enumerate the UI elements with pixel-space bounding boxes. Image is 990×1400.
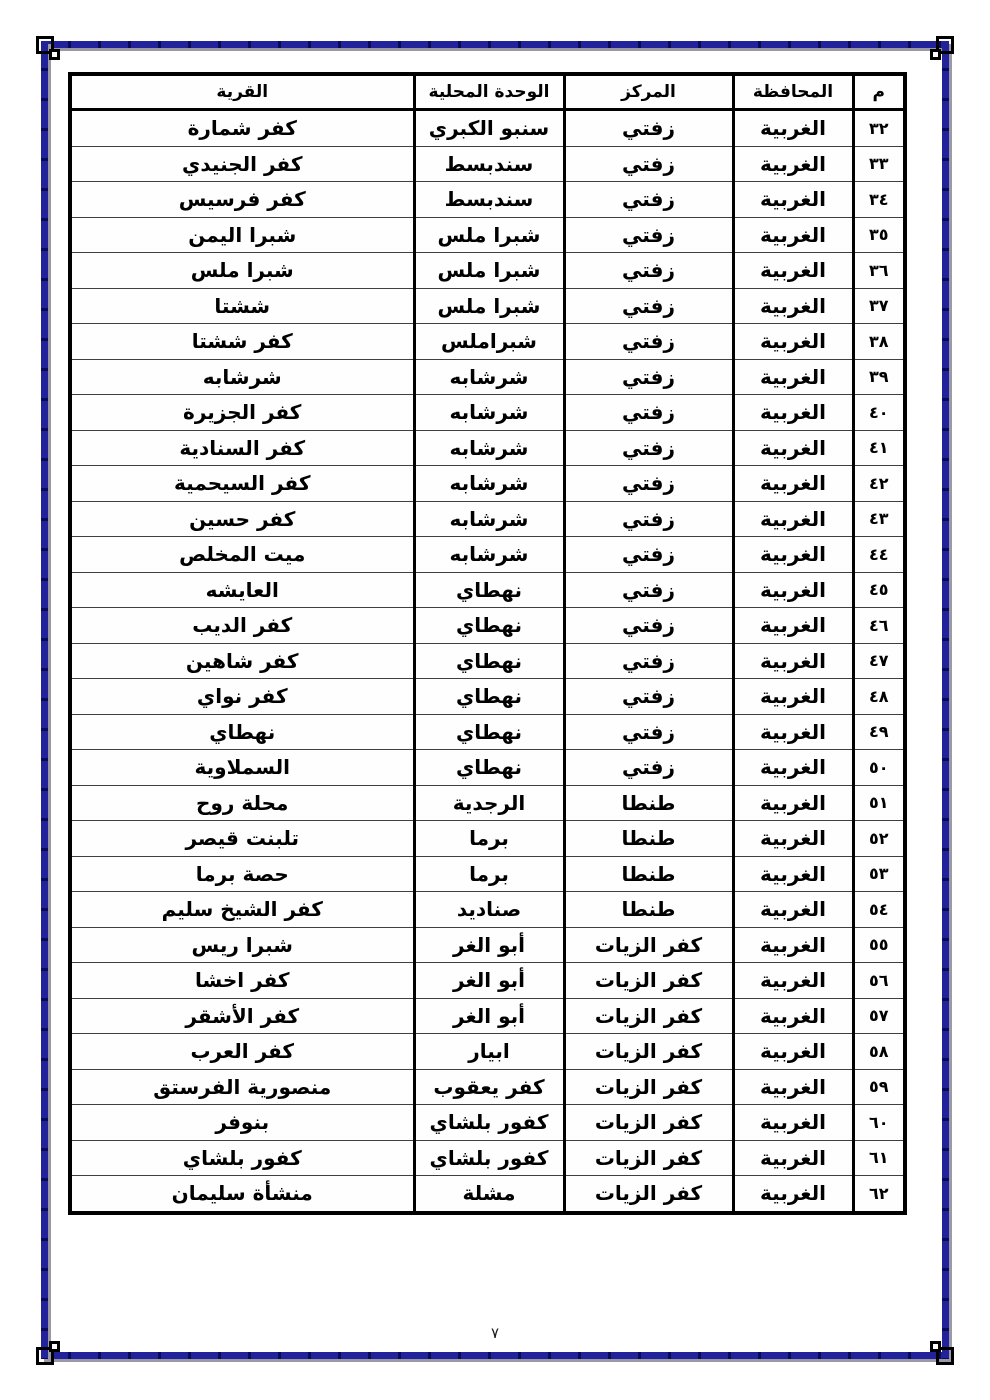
cell-unit: كفر يعقوب bbox=[414, 1069, 564, 1105]
cell-unit: برما bbox=[414, 856, 564, 892]
cell-center: طنطا bbox=[564, 821, 733, 857]
cell-center: زفتي bbox=[564, 643, 733, 679]
cell-governorate: الغربية bbox=[733, 359, 853, 395]
cell-village: ميت المخلص bbox=[70, 537, 414, 573]
cell-unit: مشلة bbox=[414, 1176, 564, 1213]
cell-center: زفتي bbox=[564, 288, 733, 324]
cell-governorate: الغربية bbox=[733, 253, 853, 289]
table-row bbox=[70, 785, 905, 821]
cell-center: زفتي bbox=[564, 253, 733, 289]
cell-governorate: الغربية bbox=[733, 821, 853, 857]
cell-center: كفر الزيات bbox=[564, 998, 733, 1034]
table-row bbox=[70, 1105, 905, 1141]
table-row bbox=[70, 608, 905, 644]
cell-unit: نهطاي bbox=[414, 608, 564, 644]
cell-governorate: الغربية bbox=[733, 1140, 853, 1176]
cell-center: كفر الزيات bbox=[564, 1140, 733, 1176]
cell-village: كفر الأشقر bbox=[70, 998, 414, 1034]
cell-unit: كفور بلشاي bbox=[414, 1140, 564, 1176]
cell-center: كفر الزيات bbox=[564, 927, 733, 963]
table-row bbox=[70, 217, 905, 253]
cell-governorate: الغربية bbox=[733, 892, 853, 928]
cell-num: ٣٥ bbox=[853, 217, 905, 253]
cell-unit: نهطاي bbox=[414, 714, 564, 750]
cell-unit: شبراملس bbox=[414, 324, 564, 360]
cell-unit: أبو الغر bbox=[414, 927, 564, 963]
cell-governorate: الغربية bbox=[733, 1034, 853, 1070]
cell-governorate: الغربية bbox=[733, 1176, 853, 1213]
table-row bbox=[70, 430, 905, 466]
cell-num: ٤٧ bbox=[853, 643, 905, 679]
cell-num: ٦٠ bbox=[853, 1105, 905, 1141]
table-row bbox=[70, 998, 905, 1034]
cell-village: كفر ششتا bbox=[70, 324, 414, 360]
page-border-top bbox=[41, 41, 949, 48]
table-row bbox=[70, 572, 905, 608]
corner-ornament-bottom-left bbox=[36, 1347, 54, 1365]
cell-village: السملاوية bbox=[70, 750, 414, 786]
cell-num: ٤٢ bbox=[853, 466, 905, 502]
cell-center: زفتي bbox=[564, 572, 733, 608]
cell-village: نهطاي bbox=[70, 714, 414, 750]
corner-ornament-bottom-right bbox=[936, 1347, 954, 1365]
cell-village: بنوفر bbox=[70, 1105, 414, 1141]
cell-village: شبرا ريس bbox=[70, 927, 414, 963]
page-border-right bbox=[942, 41, 949, 1359]
cell-unit: صناديد bbox=[414, 892, 564, 928]
cell-governorate: الغربية bbox=[733, 1105, 853, 1141]
table-row bbox=[70, 856, 905, 892]
cell-num: ٥٤ bbox=[853, 892, 905, 928]
cell-num: ٣٧ bbox=[853, 288, 905, 324]
cell-unit: نهطاي bbox=[414, 643, 564, 679]
table-row bbox=[70, 253, 905, 289]
cell-unit: شرشابه bbox=[414, 359, 564, 395]
cell-unit: شرشابه bbox=[414, 395, 564, 431]
cell-center: زفتي bbox=[564, 430, 733, 466]
cell-governorate: الغربية bbox=[733, 679, 853, 715]
cell-center: طنطا bbox=[564, 856, 733, 892]
cell-governorate: الغربية bbox=[733, 608, 853, 644]
table-row bbox=[70, 821, 905, 857]
table-row bbox=[70, 359, 905, 395]
cell-center: زفتي bbox=[564, 608, 733, 644]
table-row bbox=[70, 182, 905, 218]
cell-unit: ابيار bbox=[414, 1034, 564, 1070]
cell-governorate: الغربية bbox=[733, 998, 853, 1034]
cell-village: شبرا ملس bbox=[70, 253, 414, 289]
cell-num: ٤٦ bbox=[853, 608, 905, 644]
cell-unit: نهطاي bbox=[414, 572, 564, 608]
cell-num: ٤٠ bbox=[853, 395, 905, 431]
cell-village: كفر السنادية bbox=[70, 430, 414, 466]
cell-governorate: الغربية bbox=[733, 927, 853, 963]
cell-governorate: الغربية bbox=[733, 714, 853, 750]
cell-village: شرشابه bbox=[70, 359, 414, 395]
cell-governorate: الغربية bbox=[733, 466, 853, 502]
table-row bbox=[70, 537, 905, 573]
cell-governorate: الغربية bbox=[733, 324, 853, 360]
cell-center: زفتي bbox=[564, 182, 733, 218]
cell-center: زفتي bbox=[564, 679, 733, 715]
cell-unit: كفور بلشاي bbox=[414, 1105, 564, 1141]
cell-center: كفر الزيات bbox=[564, 1069, 733, 1105]
cell-unit: شبرا ملس bbox=[414, 217, 564, 253]
cell-unit: شرشابه bbox=[414, 501, 564, 537]
cell-village: منصورية الفرستق bbox=[70, 1069, 414, 1105]
cell-center: زفتي bbox=[564, 714, 733, 750]
cell-unit: نهطاي bbox=[414, 679, 564, 715]
cell-governorate: الغربية bbox=[733, 537, 853, 573]
cell-village: محلة روح bbox=[70, 785, 414, 821]
cell-num: ٤٩ bbox=[853, 714, 905, 750]
table-row bbox=[70, 892, 905, 928]
cell-center: زفتي bbox=[564, 324, 733, 360]
cell-village: كفر شاهين bbox=[70, 643, 414, 679]
cell-num: ٣٩ bbox=[853, 359, 905, 395]
cell-num: ٥٧ bbox=[853, 998, 905, 1034]
cell-num: ٥٨ bbox=[853, 1034, 905, 1070]
cell-governorate: الغربية bbox=[733, 1069, 853, 1105]
cell-unit: شرشابه bbox=[414, 466, 564, 502]
header-village: القرية bbox=[70, 74, 414, 110]
cell-governorate: الغربية bbox=[733, 750, 853, 786]
cell-num: ٦١ bbox=[853, 1140, 905, 1176]
table-row bbox=[70, 714, 905, 750]
cell-num: ٥٢ bbox=[853, 821, 905, 857]
cell-unit: سندبسط bbox=[414, 182, 564, 218]
cell-governorate: الغربية bbox=[733, 217, 853, 253]
header-local-unit: الوحدة المحلية bbox=[414, 74, 564, 110]
cell-num: ٦٢ bbox=[853, 1176, 905, 1213]
cell-center: كفر الزيات bbox=[564, 1176, 733, 1213]
cell-governorate: الغربية bbox=[733, 395, 853, 431]
cell-unit: شرشابه bbox=[414, 430, 564, 466]
page-border-bottom bbox=[41, 1352, 949, 1359]
cell-unit: سندبسط bbox=[414, 146, 564, 182]
cell-village: شبرا اليمن bbox=[70, 217, 414, 253]
table-header-row bbox=[70, 74, 905, 110]
cell-unit: شرشابه bbox=[414, 537, 564, 573]
cell-center: زفتي bbox=[564, 501, 733, 537]
cell-center: زفتي bbox=[564, 395, 733, 431]
cell-num: ٤٤ bbox=[853, 537, 905, 573]
cell-unit: الرجدية bbox=[414, 785, 564, 821]
cell-num: ٥٣ bbox=[853, 856, 905, 892]
cell-center: زفتي bbox=[564, 359, 733, 395]
cell-unit: أبو الغر bbox=[414, 998, 564, 1034]
cell-governorate: الغربية bbox=[733, 856, 853, 892]
table-row bbox=[70, 466, 905, 502]
cell-village: حصة برما bbox=[70, 856, 414, 892]
cell-village: كفر نواي bbox=[70, 679, 414, 715]
table-row bbox=[70, 324, 905, 360]
cell-village: كفر الديب bbox=[70, 608, 414, 644]
cell-village: كفر اخشا bbox=[70, 963, 414, 999]
cell-center: زفتي bbox=[564, 217, 733, 253]
corner-ornament-top-right bbox=[936, 36, 954, 54]
cell-village: العايشه bbox=[70, 572, 414, 608]
cell-unit: أبو الغر bbox=[414, 963, 564, 999]
cell-unit: سنبو الكبري bbox=[414, 110, 564, 147]
table-row bbox=[70, 1176, 905, 1213]
table-row bbox=[70, 110, 905, 147]
villages-table bbox=[68, 72, 907, 1215]
cell-village: كفر شمارة bbox=[70, 110, 414, 147]
cell-village: منشأة سليمان bbox=[70, 1176, 414, 1213]
cell-num: ٥٩ bbox=[853, 1069, 905, 1105]
cell-village: كفر فرسيس bbox=[70, 182, 414, 218]
table-row bbox=[70, 1069, 905, 1105]
cell-governorate: الغربية bbox=[733, 288, 853, 324]
table-row bbox=[70, 501, 905, 537]
cell-unit: نهطاي bbox=[414, 750, 564, 786]
table-row bbox=[70, 963, 905, 999]
cell-num: ٣٢ bbox=[853, 110, 905, 147]
cell-center: زفتي bbox=[564, 466, 733, 502]
cell-center: زفتي bbox=[564, 146, 733, 182]
cell-center: كفر الزيات bbox=[564, 1105, 733, 1141]
cell-governorate: الغربية bbox=[733, 146, 853, 182]
table-row bbox=[70, 395, 905, 431]
cell-center: زفتي bbox=[564, 110, 733, 147]
cell-num: ٥١ bbox=[853, 785, 905, 821]
cell-num: ٥٦ bbox=[853, 963, 905, 999]
cell-center: طنطا bbox=[564, 785, 733, 821]
cell-governorate: الغربية bbox=[733, 501, 853, 537]
page-number: ٧ bbox=[490, 1324, 500, 1342]
cell-unit: شبرا ملس bbox=[414, 253, 564, 289]
cell-num: ٣٣ bbox=[853, 146, 905, 182]
cell-center: كفر الزيات bbox=[564, 963, 733, 999]
header-governorate: المحافظة bbox=[733, 74, 853, 110]
cell-num: ٤١ bbox=[853, 430, 905, 466]
table-row bbox=[70, 1140, 905, 1176]
cell-num: ٥٠ bbox=[853, 750, 905, 786]
table-row bbox=[70, 288, 905, 324]
header-center: المركز bbox=[564, 74, 733, 110]
cell-num: ٤٨ bbox=[853, 679, 905, 715]
cell-unit: برما bbox=[414, 821, 564, 857]
cell-governorate: الغربية bbox=[733, 785, 853, 821]
cell-num: ٤٣ bbox=[853, 501, 905, 537]
cell-center: طنطا bbox=[564, 892, 733, 928]
cell-num: ٥٥ bbox=[853, 927, 905, 963]
cell-governorate: الغربية bbox=[733, 963, 853, 999]
cell-num: ٣٦ bbox=[853, 253, 905, 289]
cell-village: كفر السيحمية bbox=[70, 466, 414, 502]
table-row bbox=[70, 750, 905, 786]
cell-governorate: الغربية bbox=[733, 110, 853, 147]
table-row bbox=[70, 1034, 905, 1070]
cell-village: كفر الجزيرة bbox=[70, 395, 414, 431]
page-border-left bbox=[41, 41, 48, 1359]
header-number: م bbox=[853, 74, 905, 110]
cell-num: ٣٨ bbox=[853, 324, 905, 360]
cell-village: كفور بلشاي bbox=[70, 1140, 414, 1176]
table-row bbox=[70, 146, 905, 182]
cell-village: كفر الجنيدي bbox=[70, 146, 414, 182]
cell-num: ٤٥ bbox=[853, 572, 905, 608]
cell-unit: شبرا ملس bbox=[414, 288, 564, 324]
cell-governorate: الغربية bbox=[733, 572, 853, 608]
cell-num: ٣٤ bbox=[853, 182, 905, 218]
cell-governorate: الغربية bbox=[733, 182, 853, 218]
cell-center: زفتي bbox=[564, 537, 733, 573]
cell-center: كفر الزيات bbox=[564, 1034, 733, 1070]
cell-village: ششتا bbox=[70, 288, 414, 324]
cell-village: كفر العرب bbox=[70, 1034, 414, 1070]
cell-village: كفر حسين bbox=[70, 501, 414, 537]
cell-governorate: الغربية bbox=[733, 430, 853, 466]
cell-village: كفر الشيخ سليم bbox=[70, 892, 414, 928]
table-row bbox=[70, 643, 905, 679]
cell-center: زفتي bbox=[564, 750, 733, 786]
corner-ornament-top-left bbox=[36, 36, 54, 54]
cell-village: تلبنت قيصر bbox=[70, 821, 414, 857]
table-row bbox=[70, 679, 905, 715]
cell-governorate: الغربية bbox=[733, 643, 853, 679]
table-row bbox=[70, 927, 905, 963]
